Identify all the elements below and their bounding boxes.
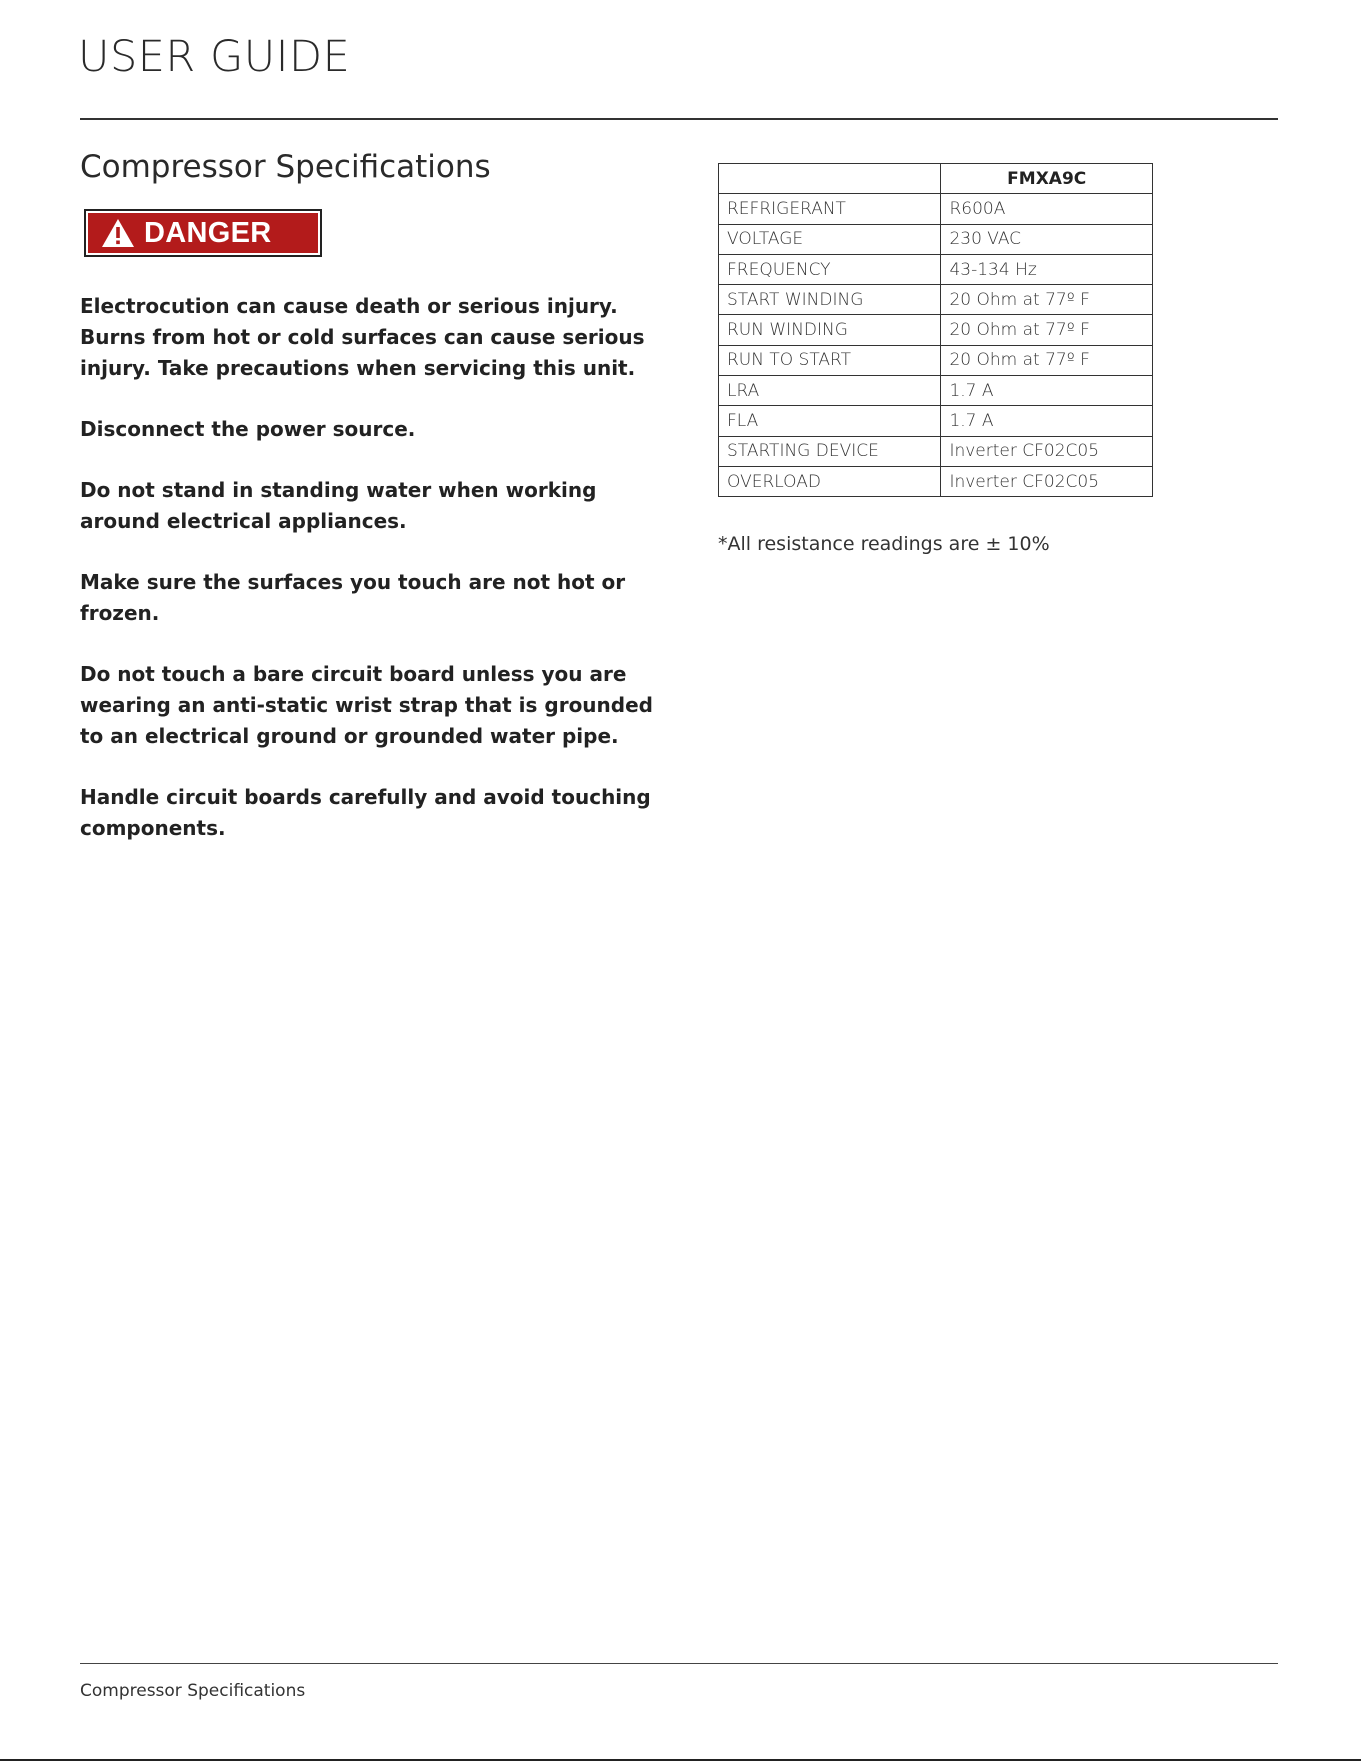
spec-value-cell: Inverter CF02C05	[941, 436, 1153, 466]
warning-paragraph: Do not touch a bare circuit board unless you are wearing an anti-static wrist strap that is grounded to an electrical ground or grounded water pipe.	[80, 662, 653, 748]
table-header-row	[719, 164, 1153, 194]
danger-label: DANGER	[144, 216, 272, 249]
table-row	[719, 406, 1153, 436]
spec-value-cell: Inverter CF02C05	[941, 466, 1153, 496]
spec-value-cell: R600A	[941, 194, 1153, 224]
table-row	[719, 376, 1153, 406]
footer-section-label: Compressor Specifications	[80, 1681, 306, 1701]
danger-badge-fill	[88, 213, 318, 253]
spec-value-cell: 43-134 Hz	[941, 254, 1153, 284]
spec-label-cell: START WINDING	[719, 285, 941, 315]
table-row	[719, 224, 1153, 254]
warning-paragraph: Do not stand in standing water when working around electrical appliances.	[80, 478, 597, 533]
warning-paragraph: Make sure the surfaces you touch are not hot or frozen.	[80, 570, 626, 625]
resistance-note: *All resistance readings are ± 10%	[718, 533, 1050, 555]
model-header-cell: FMXA9C	[941, 164, 1153, 194]
header-divider	[80, 118, 1278, 120]
spec-value-cell: 20 Ohm at 77º F	[941, 315, 1153, 345]
spec-label-cell: STARTING DEVICE	[719, 436, 941, 466]
spec-value-cell: 20 Ohm at 77º F	[941, 285, 1153, 315]
warning-paragraph: Disconnect the power source.	[80, 417, 416, 441]
table-row	[719, 285, 1153, 315]
spec-label-cell: FREQUENCY	[719, 254, 941, 284]
table-row	[719, 345, 1153, 375]
warning-paragraph: Handle circuit boards carefully and avoid touching components.	[80, 785, 651, 840]
compressor-spec-table	[718, 163, 1153, 497]
table-row	[719, 436, 1153, 466]
spec-label-cell: VOLTAGE	[719, 224, 941, 254]
spec-label-cell: FLA	[719, 406, 941, 436]
spec-label-cell: RUN TO START	[719, 345, 941, 375]
spec-value-cell: 20 Ohm at 77º F	[941, 345, 1153, 375]
spec-label-cell: RUN WINDING	[719, 315, 941, 345]
table-row	[719, 254, 1153, 284]
document-title: USER GUIDE	[78, 32, 351, 82]
warning-list	[80, 291, 660, 874]
warning-paragraph: Electrocution can cause death or serious injury. Burns from hot or cold surfaces can cause serious injury. Take precautions when servicing this unit.	[80, 294, 645, 380]
warning-triangle-icon	[100, 217, 136, 249]
spec-value-cell: 1.7 A	[941, 376, 1153, 406]
spec-label-cell: OVERLOAD	[719, 466, 941, 496]
table-row	[719, 194, 1153, 224]
spec-label-cell: REFRIGERANT	[719, 194, 941, 224]
danger-badge	[84, 209, 322, 257]
spec-value-cell: 230 VAC	[941, 224, 1153, 254]
spec-label-cell: LRA	[719, 376, 941, 406]
section-title: Compressor Specifications	[80, 149, 491, 185]
table-header-cell	[719, 164, 941, 194]
spec-value-cell: 1.7 A	[941, 406, 1153, 436]
table-row	[719, 466, 1153, 496]
footer-divider	[80, 1663, 1278, 1664]
table-row	[719, 315, 1153, 345]
